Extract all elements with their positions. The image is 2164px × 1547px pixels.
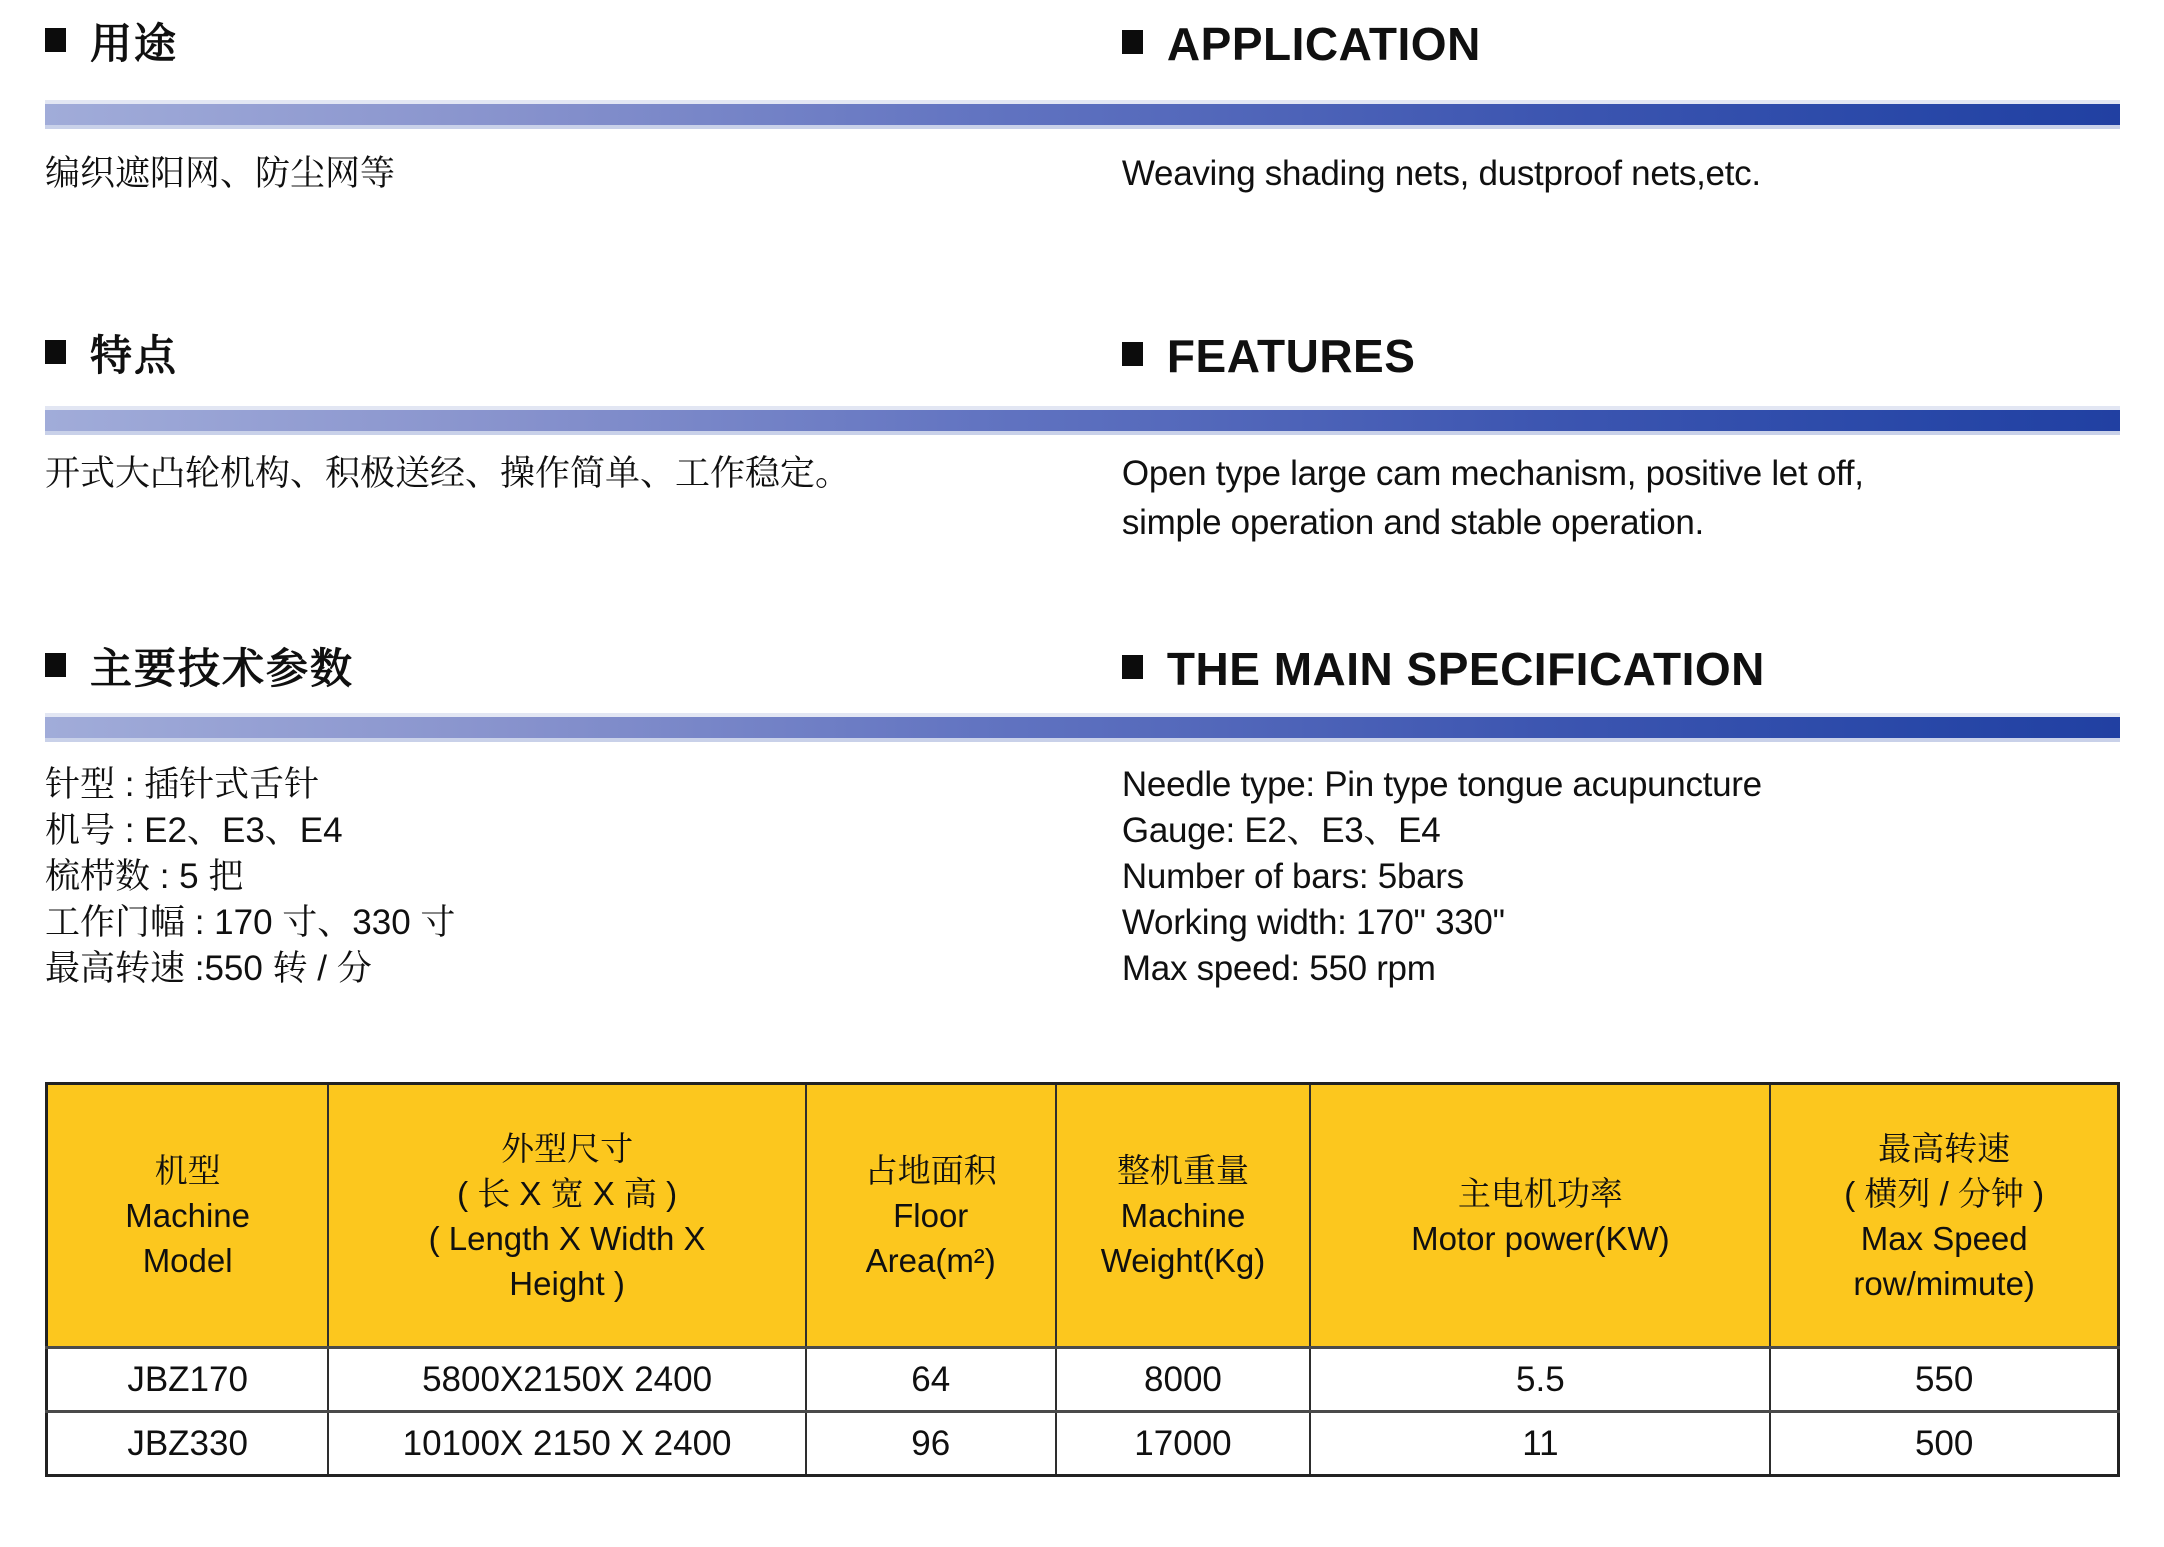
header-line: Weight(Kg) <box>1100 1242 1266 1279</box>
spec-zh-bars: 梳栉数 : 5 把 <box>45 857 244 896</box>
header-line: ( 横列 / 分钟 ) <box>1844 1174 2045 1212</box>
features-title-zh-text: 特点 <box>90 332 179 379</box>
header-line: Floor <box>893 1197 969 1234</box>
specification-body-en <box>1122 762 2120 992</box>
specification-body-zh <box>45 762 1122 992</box>
application-body-en <box>1122 149 2120 198</box>
application-title-zh-text: 用途 <box>90 20 179 67</box>
cell-motor-power: 5.5 <box>1310 1348 1770 1412</box>
features-title-en <box>1122 330 2120 382</box>
header-line: 机型 <box>154 1152 221 1189</box>
header-line: Motor power(KW) <box>1411 1219 1670 1257</box>
square-bullet-icon <box>1122 30 1143 54</box>
cell-max-speed: 550 <box>1770 1348 2118 1412</box>
section-specification <box>45 643 2120 992</box>
header-dimensions <box>328 1084 806 1348</box>
header-max-speed <box>1770 1084 2118 1348</box>
square-bullet-icon <box>1122 655 1143 679</box>
application-body-zh <box>45 149 1122 198</box>
section-features-body <box>45 435 2120 547</box>
specification-table <box>45 1082 2120 1477</box>
cell-motor-power: 11 <box>1310 1412 1770 1476</box>
specification-title-en-text: THE MAIN SPECIFICATION <box>1166 643 1765 695</box>
header-line: Max Speed <box>1860 1219 2028 1257</box>
application-body-en-line: Weaving shading nets, dustproof nets,etc. <box>1121 154 1761 193</box>
section-application <box>45 18 2120 198</box>
header-machine-weight <box>1056 1084 1311 1348</box>
application-body-zh-line: 编织遮阳网、防尘网等 <box>45 154 396 193</box>
square-bullet-icon <box>1122 342 1143 366</box>
header-machine-model <box>47 1084 329 1348</box>
header-motor-power <box>1310 1084 1770 1348</box>
section-application-headings <box>45 18 2120 70</box>
features-body-en <box>1122 449 2120 547</box>
application-title-zh <box>45 18 1082 70</box>
header-line: row/mimute) <box>1853 1264 2035 1302</box>
section-divider-bar <box>45 713 2120 742</box>
spec-en-needle-type: Needle type: Pin type tongue acupuncture <box>1121 765 1762 804</box>
specification-title-en <box>1122 643 2120 695</box>
application-title-en <box>1122 18 2120 70</box>
table-header-row <box>47 1084 2119 1348</box>
cell-floor-area: 96 <box>806 1412 1056 1476</box>
square-bullet-icon <box>45 28 66 52</box>
features-body-en-line: Open type large cam mechanism, positive let off, <box>1121 454 1864 493</box>
cell-max-speed: 500 <box>1770 1412 2118 1476</box>
spec-en-gauge: Gauge: E2、E3、E4 <box>1121 811 1441 850</box>
table-row <box>47 1348 2119 1412</box>
spec-zh-max-speed: 最高转速 :550 转 / 分 <box>45 949 372 988</box>
cell-weight: 17000 <box>1056 1412 1311 1476</box>
section-divider-bar <box>45 406 2120 435</box>
section-divider-bar <box>45 100 2120 129</box>
header-floor-area <box>806 1084 1056 1348</box>
header-line: 主电机功率 <box>1457 1174 1623 1212</box>
square-bullet-icon <box>45 340 66 364</box>
spec-en-bars: Number of bars: 5bars <box>1121 857 1464 896</box>
spec-zh-gauge: 机号 : E2、E3、E4 <box>45 811 343 850</box>
features-title-en-text: FEATURES <box>1166 330 1416 382</box>
header-line: ( 长 X 宽 X 高 ) <box>457 1174 678 1212</box>
cell-dimensions: 5800X2150X 2400 <box>328 1348 806 1412</box>
table-row <box>47 1412 2119 1476</box>
features-body-zh <box>45 449 1122 547</box>
header-line: 占地面积 <box>864 1152 997 1189</box>
header-line: Machine <box>125 1197 250 1234</box>
header-line: ( Length X Width X <box>428 1219 706 1257</box>
features-body-zh-line: 开式大凸轮机构、积极送经、操作简单、工作稳定。 <box>45 454 851 493</box>
spec-zh-needle-type: 针型 : 插针式舌针 <box>45 765 320 804</box>
header-line: 外型尺寸 <box>501 1129 634 1167</box>
header-line: Model <box>142 1242 233 1279</box>
cell-dimensions: 10100X 2150 X 2400 <box>328 1412 806 1476</box>
section-specification-body <box>45 742 2120 992</box>
features-title-zh <box>45 330 1082 382</box>
square-bullet-icon <box>45 653 66 677</box>
spec-zh-working-width: 工作门幅 : 170 寸、330 寸 <box>45 903 456 942</box>
section-features-headings <box>45 330 2120 382</box>
header-line: Area(m²) <box>865 1242 996 1279</box>
header-line: Height ) <box>509 1264 625 1302</box>
cell-model: JBZ330 <box>47 1412 329 1476</box>
section-specification-headings <box>45 643 2120 695</box>
spec-en-max-speed: Max speed: 550 rpm <box>1121 949 1436 988</box>
cell-weight: 8000 <box>1056 1348 1311 1412</box>
cell-model: JBZ170 <box>47 1348 329 1412</box>
specification-title-zh <box>45 643 1082 695</box>
specification-title-zh-text: 主要技术参数 <box>90 645 355 692</box>
section-application-body <box>45 129 2120 198</box>
cell-floor-area: 64 <box>806 1348 1056 1412</box>
features-body-en-line: simple operation and stable operation. <box>1121 503 1704 542</box>
header-line: 最高转速 <box>1878 1129 2011 1167</box>
header-line: Machine <box>1120 1197 1246 1234</box>
application-title-en-text: APPLICATION <box>1166 18 1481 70</box>
spec-en-working-width: Working width: 170" 330" <box>1121 903 1505 942</box>
section-features <box>45 330 2120 547</box>
header-line: 整机重量 <box>1116 1152 1249 1189</box>
